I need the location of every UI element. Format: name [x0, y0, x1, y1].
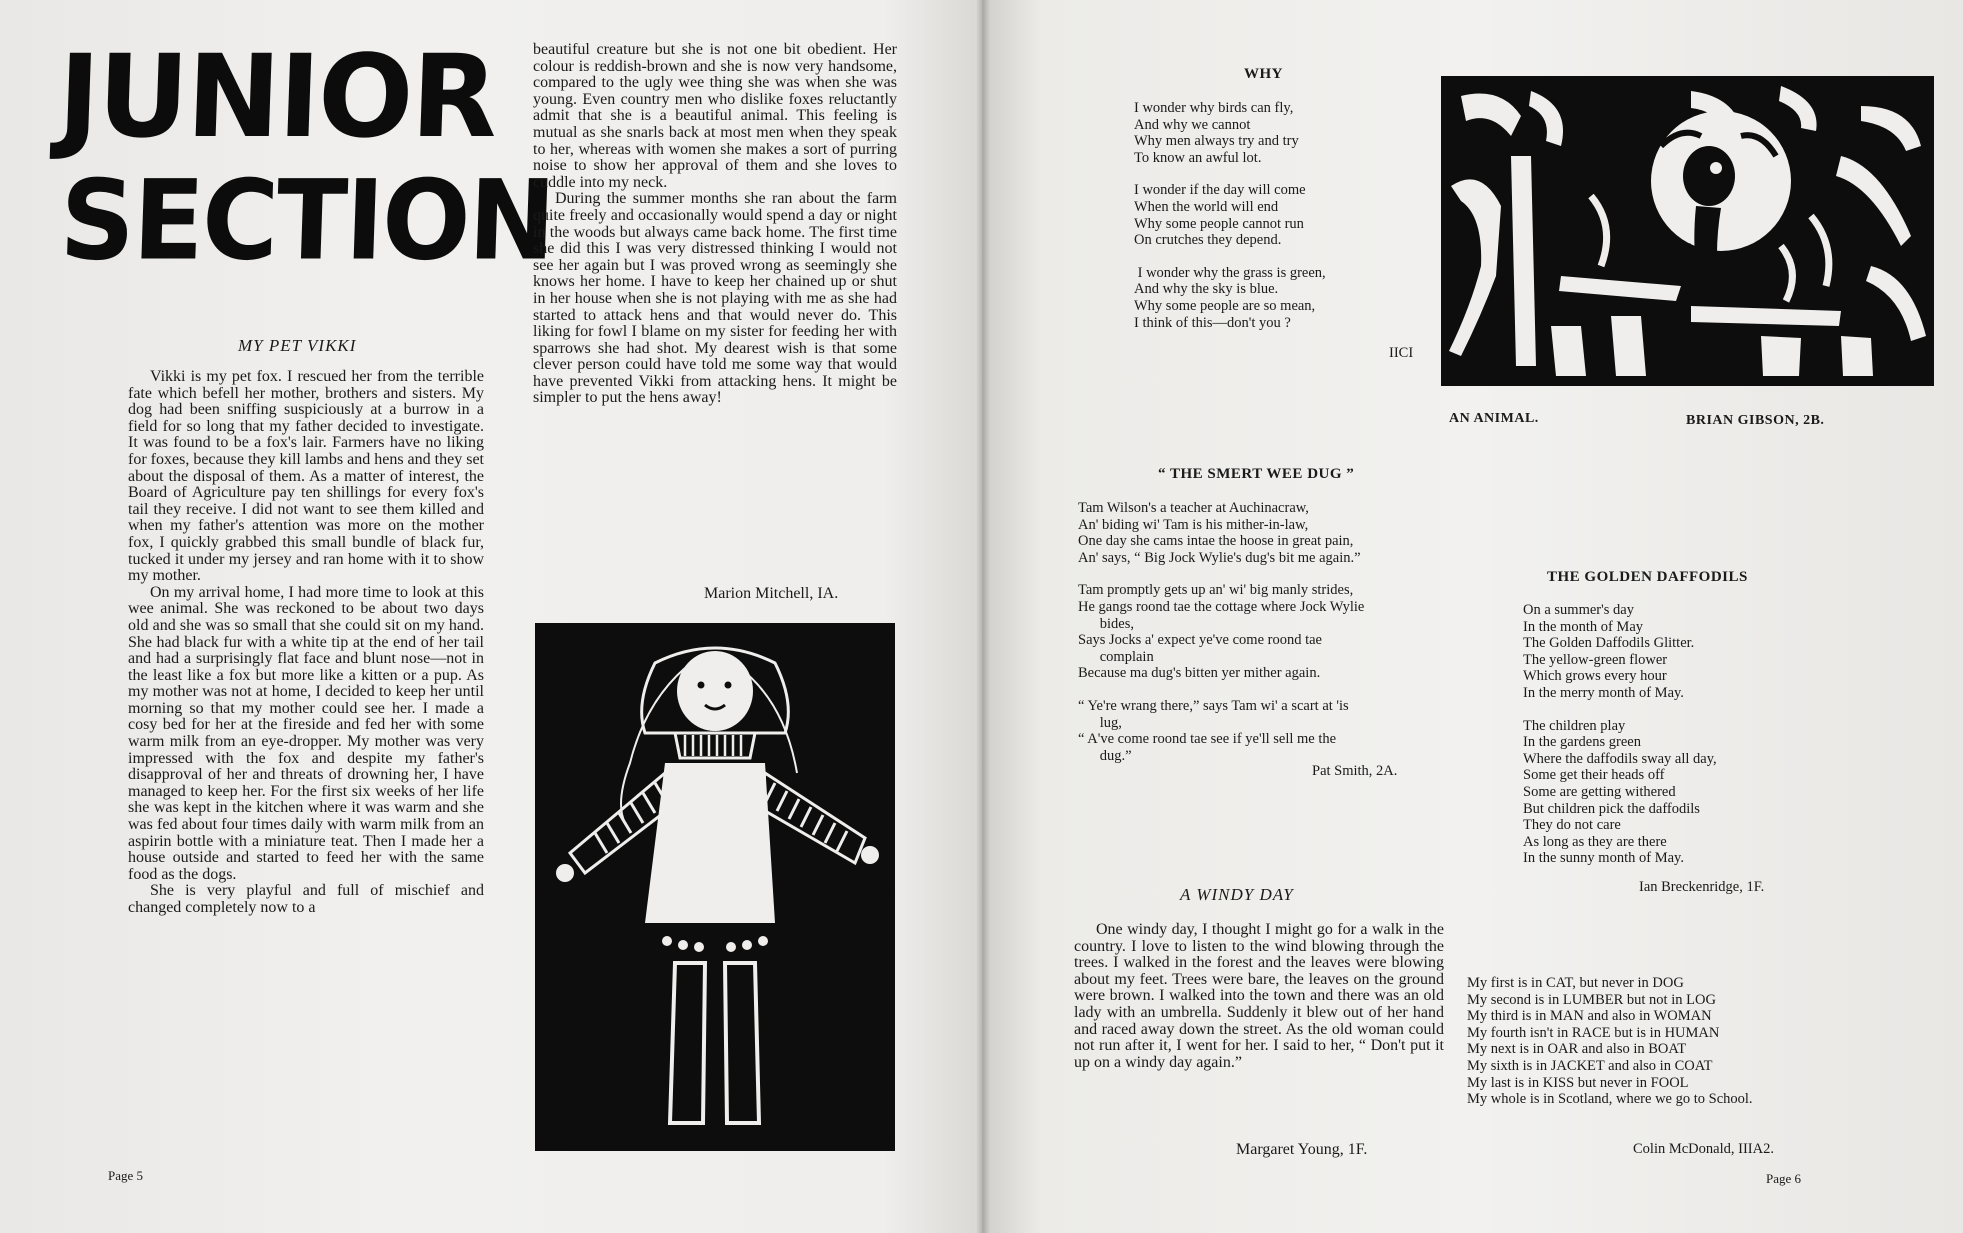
story-paragraph: On my arrival home, I had more time to look at this wee animal. She was reckoned to be about two days old and she was so small that she could sit on my hand. She had black fur with a white tip at the end of her tail and had a surprisingly flat face and blunt nose—not in the least like a fox but more like a kitten or a pup. As my mother was not at home, I decided to keep her until morning so that my mother could see her. I made a cosy bed for her at the fireside and fed her with some warm milk from an eye-dropper. My mother was very impressed with the fox and despite my father's disapproval of her and threats of drowning her, I have managed to keep her. For the first six weeks of her life she was kept in the kitchen where it was warm and she was fed about four times daily with warm milk from an aspirin bottle with a miniature teat. Then I made her a house outside and started to feed her with the same food as the dogs.	[128, 583, 484, 883]
poem-line: In the sunny month of May.	[1523, 850, 1684, 867]
riddle-line: My third is in MAN and also in WOMAN	[1467, 1008, 1712, 1025]
right-page	[982, 0, 1963, 1233]
poem-daffodils-title: THE GOLDEN DAFFODILS	[1547, 569, 1748, 585]
story-paragraph: beautiful creature but she is not one bit obedient. Her colour is reddish-brown and she is now very handsome, compared to the ugly wee thing she was when she was young. Even country men who dislike foxes reluctantly admit that she is a beautiful animal. This feeling is mutual as she snarls back at most men when they speak to her, whereas with women she makes a sort of purring noise to show her approval of them and she loves to cuddle into my neck.	[533, 42, 897, 191]
poem-line: I wonder why the grass is green,	[1134, 264, 1326, 281]
girl-woodcut-illustration	[535, 623, 895, 1151]
story-windy-title: A WINDY DAY	[1180, 885, 1294, 904]
poem-line: One day she cams intae the hoose in great pain,	[1078, 533, 1354, 550]
poem-line: The children play	[1523, 717, 1626, 734]
poem-line: bides,	[1078, 615, 1134, 632]
animal-caption: AN ANIMAL.	[1449, 411, 1539, 426]
poem-line: I wonder why birds can fly,	[1134, 100, 1294, 116]
riddle-line: My last is in KISS but never in FOOL	[1467, 1074, 1689, 1091]
poem-line: And why the sky is blue.	[1134, 281, 1279, 298]
poem-line: Why some people cannot run	[1134, 215, 1304, 232]
poem-smert-author: Pat Smith, 2A.	[1312, 763, 1398, 779]
poem-line: lug,	[1078, 714, 1122, 731]
poem-line: In the merry month of May.	[1523, 684, 1684, 701]
poem-stanza	[1523, 718, 1803, 867]
poem-line: Tam promptly gets up an' wi' big manly strides,	[1078, 582, 1354, 599]
girl-woodcut-svg	[535, 623, 895, 1151]
poem-stanza	[1078, 582, 1448, 682]
poem-line: Tam Wilson's a teacher at Auchinacraw,	[1078, 500, 1309, 516]
poem-smert	[1078, 500, 1448, 780]
page-number-left: Page 5	[108, 1168, 144, 1183]
poem-line: But children pick the daffodils	[1523, 800, 1700, 817]
book-spine-shadow	[976, 0, 990, 1233]
heading-line-2: SECTION	[58, 155, 556, 285]
poem-stanza	[1134, 182, 1394, 248]
story-windy-author: Margaret Young, 1F.	[1236, 1141, 1368, 1158]
story-author: Marion Mitchell, IA.	[704, 585, 839, 602]
junior-section-heading	[55, 30, 556, 290]
riddle-line: My next is in OAR and also in BOAT	[1467, 1041, 1687, 1058]
elephant-woodcut-illustration	[1441, 76, 1934, 386]
poem-line: “ Ye're wrang there,” says Tam wi' a scart at 'is	[1078, 697, 1349, 714]
story-column-1	[128, 369, 484, 1124]
riddle-author: Colin McDonald, IIIA2.	[1633, 1141, 1774, 1157]
story-paragraph: Vikki is my pet fox. I rescued her from the terrible fate which befell her mother, brothers and sisters. My dog had been sniffing suspiciously at a burrow in a field for so long that my father decided to investigate. It was found to be a fox's lair. Farmers have no liking for foxes, because they kill lambs and hens and they set about the disposal of them. As a matter of interest, the Board of Agriculture pay ten shillings for every fox's tail they receive. I did not want to see them killed and when my father's attention was more on the mother fox, I quickly grabbed this small bundle of black fur, tucked it under my jersey and ran home with it to show my mother.	[128, 369, 484, 585]
poem-line: “ A've come roond tae see if ye'll sell me the	[1078, 731, 1337, 748]
poem-line: When the world will end	[1134, 198, 1279, 215]
page-number-right: Page 6	[1766, 1171, 1802, 1186]
poem-line: An' biding wi' Tam is his mither-in-law,	[1078, 516, 1309, 533]
poem-why-title: WHY	[1244, 66, 1283, 82]
poem-line: He gangs roond tae the cottage where Jock Wylie	[1078, 598, 1365, 615]
poem-daffodils-author: Ian Breckenridge, 1F.	[1639, 879, 1765, 895]
poem-line: As long as they are there	[1523, 833, 1667, 850]
poem-stanza	[1078, 500, 1448, 566]
story-paragraph: During the summer months she ran about the farm quite freely and occasionally would spend a day or night in the woods but always came back home. The first time she did this I was very distressed thinking I would not see her again but I was proved wrong as seemingly she knows her home. I have to keep her chained up or shut in her house when she is not playing with me as she had started to attack hens and that would never do. This liking for fowl I blame on my sister for feeding her with sparrows she had shot. My dearest wish is that some clever person could have told me some way that would have prevented Vikki from attacking hens. It might be simpler to put the hens away!	[533, 190, 897, 407]
poem-line: They do not care	[1523, 817, 1621, 834]
riddle	[1467, 975, 1847, 1108]
animal-artist: BRIAN GIBSON, 2B.	[1686, 413, 1825, 428]
poem-why	[1134, 100, 1394, 347]
poem-line: An' says, “ Big Jock Wylie's dug's bit me again.”	[1078, 549, 1361, 566]
story-title: MY PET VIKKI	[238, 336, 357, 355]
poem-line: Why some people are so mean,	[1134, 297, 1316, 314]
story-column-2	[533, 42, 897, 577]
elephant-woodcut-svg	[1441, 76, 1934, 386]
poem-stanza	[1078, 698, 1448, 764]
poem-smert-title: “ THE SMERT WEE DUG ”	[1158, 466, 1355, 482]
poem-line: On crutches they depend.	[1134, 232, 1282, 249]
poem-line: To know an awful lot.	[1134, 149, 1262, 166]
poem-line: And why we cannot	[1134, 116, 1251, 133]
heading-line-1: JUNIOR	[55, 30, 498, 164]
poem-line: Because ma dug's bitten yer mither again.	[1078, 665, 1321, 682]
poem-line: I wonder if the day will come	[1134, 182, 1306, 199]
story-paragraph: One windy day, I thought I might go for a walk in the country. I love to listen to the wind blowing through the trees. I walked in the forest and the leaves were blowing about my feet. Trees were bare, the leaves on the ground were brown. I walked into the town and there was an old lady with an umbrella. Suddenly it blew out of her hand and raced away down the street. As the old woman could not run after it, I went for her. I said to her, “ Don't put it up on a windy day again.”	[1074, 921, 1444, 1071]
poem-stanza	[1523, 602, 1803, 702]
riddle-line: My fourth isn't in RACE but is in HUMAN	[1467, 1024, 1720, 1041]
poem-line: Says Jocks a' expect ye've come roond tae	[1078, 632, 1322, 649]
poem-line: Why men always try and try	[1134, 133, 1299, 150]
riddle-line: My whole is in Scotland, where we go to School.	[1467, 1091, 1753, 1108]
poem-line: The yellow-green flower	[1523, 651, 1668, 668]
story-paragraph: She is very playful and full of mischief and changed completely now to a	[128, 882, 484, 916]
poem-line: dug.”	[1078, 747, 1132, 764]
poem-why-author: IICI	[1389, 345, 1414, 361]
poem-line: In the gardens green	[1523, 734, 1641, 751]
story-windy-text	[1074, 922, 1444, 1071]
riddle-line: My second is in LUMBER but not in LOG	[1467, 991, 1716, 1008]
poem-line: I think of this—don't you ?	[1134, 314, 1291, 331]
poem-line: Some are getting withered	[1523, 783, 1676, 800]
poem-line: The Golden Daffodils Glitter.	[1523, 635, 1695, 652]
poem-line: complain	[1078, 648, 1154, 665]
poem-stanza	[1134, 265, 1394, 331]
riddle-line: My first is in CAT, but never in DOG	[1467, 975, 1684, 991]
poem-line: On a summer's day	[1523, 602, 1634, 618]
poem-line: Which grows every hour	[1523, 668, 1667, 685]
riddle-line: My sixth is in JACKET and also in COAT	[1467, 1057, 1713, 1074]
poem-line: In the month of May	[1523, 618, 1644, 635]
poem-line: Some get their heads off	[1523, 767, 1665, 784]
poem-line: Where the daffodils sway all day,	[1523, 750, 1717, 767]
poem-stanza	[1134, 100, 1394, 166]
poem-daffodils	[1523, 602, 1803, 883]
